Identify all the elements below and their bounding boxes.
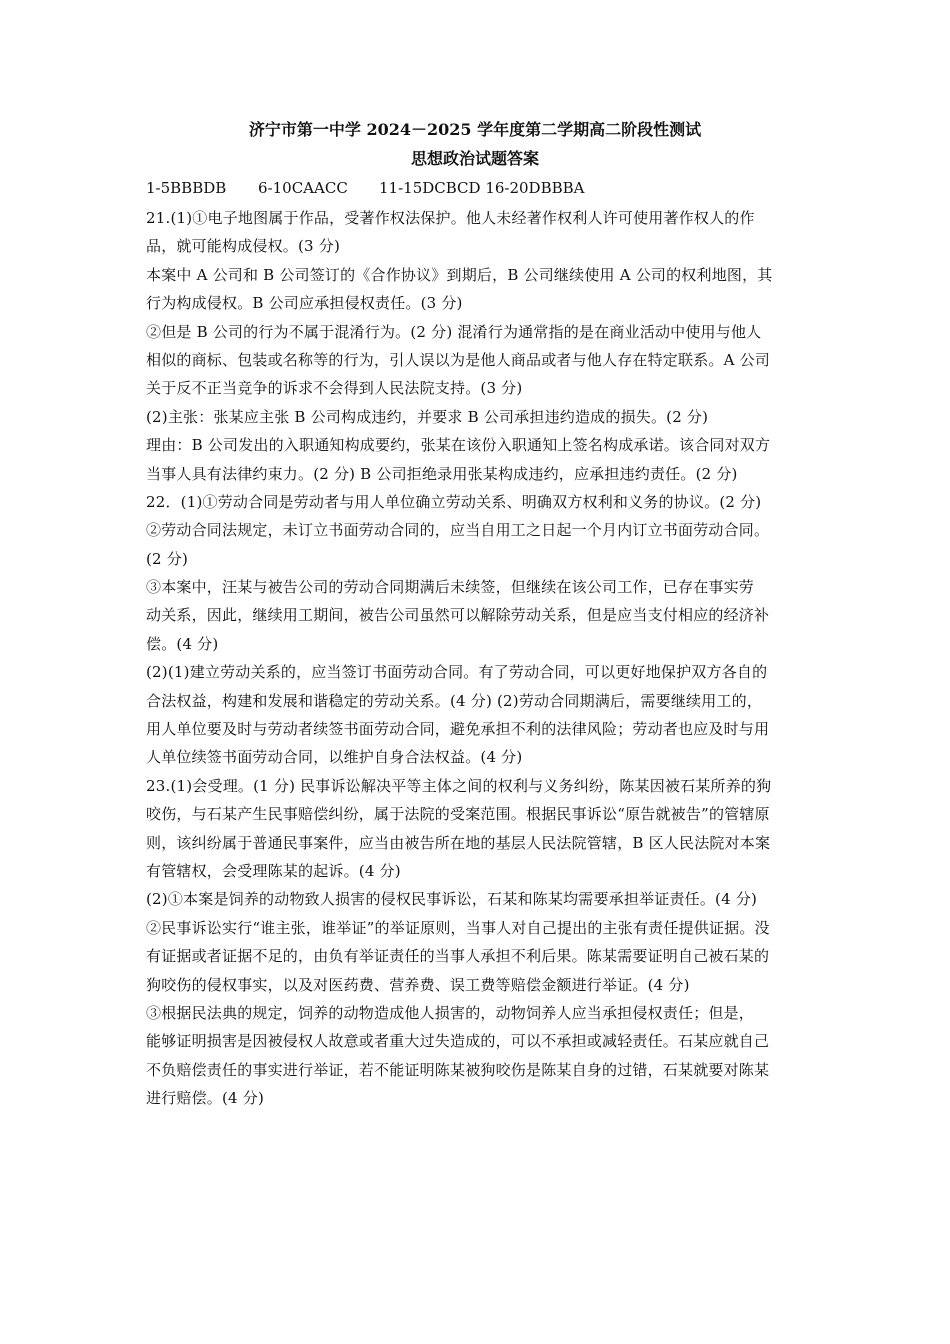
text-line: 能够证明损害是因被侵权人故意或者重大过失造成的，可以不承担或减轻责任。石某应就自己 (146, 1032, 770, 1051)
text-line: 行为构成侵权。B 公司应承担侵权责任。(3 分) (146, 294, 463, 313)
text-line: 人单位续签书面劳动合同，以维护自身合法权益。(4 分) (146, 748, 523, 767)
text-line: (2 分) (146, 549, 189, 568)
text-line: 动关系，因此，继续用工期间，被告公司虽然可以解除劳动关系，但是应当支付相应的经济补 (146, 606, 770, 625)
text-line: 狗咬伤的侵权事实，以及对医药费、营养费、误工费等赔偿金额进行举证。(4 分) (146, 975, 690, 994)
text-line: ③根据民法典的规定，饲养的动物造成他人损害的，动物饲养人应当承担侵权责任；但是， (146, 1003, 755, 1022)
text-line: ②民事诉讼实行“谁主张，谁举证”的举证原则，当事人对自己提出的主张有责任提供证据。没 (146, 918, 770, 937)
text-line: 不负赔偿责任的事实进行举证，若不能证明陈某被狗咬伤是陈某自身的过错，石某就要对陈某 (146, 1060, 770, 1079)
document-title: 济宁市第一中学 2024－2025 学年度第二学期高二阶段性测试 (248, 120, 702, 139)
text-line: 则，该纠纷属于普通民事案件，应当由被告所在地的基层人民法院管辖，B 区人民法院对本案 (146, 833, 771, 852)
text-line: 有证据或者证据不足的，由负有举证责任的当事人承担不利后果。陈某需要证明自己被石某的 (146, 947, 770, 966)
text-line: 用人单位要及时与劳动者续签书面劳动合同，避免承担不利的法律风险；劳动者也应及时与用 (146, 720, 770, 739)
text-line: 23.(1)会受理。(1 分) 民事诉讼解决平等主体之间的权利与义务纠纷，陈某因被石某所养的狗 (146, 776, 772, 795)
text-line: 品，就可能构成侵权。(3 分) (146, 237, 341, 256)
text-line: ②但是 B 公司的行为不属于混淆行为。(2 分) 混淆行为通常指的是在商业活动中使用与他人 (146, 322, 762, 341)
text-line: 相似的商标、包装或名称等的行为，引人误以为是他人商品或者与他人存在特定联系。A 公司 (146, 350, 771, 369)
text-line: 22．(1)①劳动合同是劳动者与用人单位确立劳动关系、明确双方权利和义务的协议。(2 分) (146, 492, 762, 511)
text-line: 关于反不正当竞争的诉求不会得到人民法院支持。(3 分) (146, 379, 523, 398)
answer-body (146, 204, 826, 1113)
answer-key-group-3: 11-15DCBCD 16-20DBBBA (379, 179, 585, 197)
answer-key-row (146, 178, 585, 198)
text-line: 偿。(4 分) (146, 634, 219, 653)
text-line: 理由：B 公司发出的入职通知构成要约，张某在该份入职通知上签名构成承诺。该合同对双方 (146, 436, 771, 455)
text-line: 当事人具有法律约束力。(2 分) B 公司拒绝录用张某构成违约，应承担违约责任。(2 分) (146, 464, 738, 483)
text-line: 本案中 A 公司和 B 公司签订的《合作协议》到期后，B 公司继续使用 A 公司的权利地图，其 (146, 265, 773, 284)
text-line: 咬伤，与石某产生民事赔偿纠纷，属于法院的受案范围。根据民事诉讼“原告就被告”的管辖原 (146, 805, 770, 824)
document-subtitle: 思想政治试题答案 (410, 149, 539, 168)
answer-key-group-2: 6-10CAACC (258, 179, 348, 197)
text-line: (2)①本案是饲养的动物致人损害的侵权民事诉讼，石某和陈某均需要承担举证责任。(4 分) (146, 890, 758, 909)
text-line: ③本案中，汪某与被告公司的劳动合同期满后未续签，但继续在该公司工作，已存在事实劳 (146, 578, 755, 597)
text-line: 21.(1)①电子地图属于作品，受著作权法保护。他人未经著作权利人许可使用著作权人的作 (146, 209, 755, 227)
text-line: 有管辖权，会受理陈某的起诉。(4 分) (146, 861, 401, 880)
text-line: (2)主张：张某应主张 B 公司构成违约，并要求 B 公司承担违约造成的损失。(2 分) (146, 407, 709, 426)
answer-key-group-1: 1-5BBBDB (146, 179, 227, 197)
text-line: ②劳动合同法规定，未订立书面劳动合同的，应当自用工之日起一个月内订立书面劳动合同。 (146, 521, 770, 540)
text-line: 进行赔偿。(4 分) (146, 1089, 265, 1108)
text-line: (2)(1)建立劳动关系的，应当签订书面劳动合同。有了劳动合同，可以更好地保护双方各自的 (146, 663, 768, 682)
text-line: 合法权益，构建和发展和谐稳定的劳动关系。(4 分) (2)劳动合同期满后，需要继续用工的， (146, 691, 763, 710)
